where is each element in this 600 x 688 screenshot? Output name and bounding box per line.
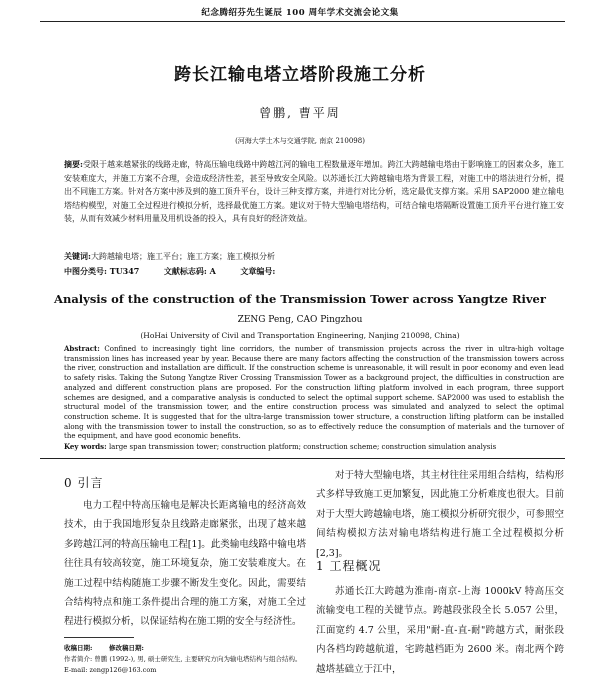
authors-cn: 曾鹏, 曹平周 (259, 106, 341, 120)
footnote (64, 643, 304, 676)
keywords-cn-label: 关键词: (64, 251, 91, 261)
keywords-cn-text: 大跨越输电塔；施工平台；施工方案；施工模拟分析 (90, 252, 275, 261)
keywords-en-label: Key words: (64, 442, 107, 451)
revised-date-label: 修改稿日期: (108, 644, 144, 652)
abstract-en-label: Abstract: (64, 344, 100, 353)
section-intro-heading: 0 引言 (64, 476, 104, 490)
overview-paragraph-1: 苏通长江大跨越为淮南-南京-上海 1000kV 特高压交流输变电工程的关键节点。跨越段张段全长 5.057 公里，江面宽约 4.7 公里，采用"耐-直-直-耐"跨越方式，耐张段内各档均跨越航道，宅跨越档距为 2600 米。南北两个跨越塔基础立于江中， (316, 586, 564, 675)
paper-title-en: Analysis of the construction of the Transmission Tower across Yangtze River (54, 292, 546, 306)
abstract-cn-text: 受限于越来越紧张的线路走廊，特高压输电线路中跨越江河的输电工程数量逐年增加。跨江大跨越输电塔由于影响施工的因素众多，施工安装难度大，并施工方案不合理，会造成经济性差，甚至导致安全风险。以苏通长江大跨越输电塔为背景工程，对施工中的塔法进行分析，提出不同施工方案。针对各方案中涉及到的施工顶升平台，设计三种支撑方案，并进行对比分析，选定最优支撑方案。采用 SAP2000 建立输电塔结构模型，对施工全过程进行模拟分析，选择最优施工方案。建议对于特大型输电塔结构，可结合输电塔隔断设置施工顶升平台进行施工安装，从而有效减少材料用量及用机设备的投入，具有良好的经济效益。 (64, 160, 565, 223)
abstract-rule (40, 458, 565, 459)
author-info: 作者简介: 曾鹏 (1992-), 男, 硕士研究生, 主要研究方向为输电塔结构与组合结构。E-mail: zengp126@163.com (64, 655, 302, 674)
keywords-en-text: large span transmission tower; construction platform; construction scheme; construction simulation analysis (108, 443, 497, 451)
running-header: 纪念腾绍芬先生诞辰 100 周年学术交流会论文集 (201, 8, 399, 18)
abstract-en-text: Confined to increasingly tight line corridors, the number of transmission projects across the river in ultra-high voltage transmission lines has increased year by year. Because there are many factors affecting the construction of the transmission towers across the river, construction and installation are difficult. If the construction scheme is unreasonable, it will result in poor economy and even lead to safety risks. Taking the Sutong Yangtze River Crossing Transmission Tower as a background project, the difficulties in construction are analyzed and different construction plans are proposed. For the construction lifting platform involved in each program, three support schemes are designed, and a comparative analysis is conducted to select the optimal support scheme. SAP2000 was used to establish the structural model of the transmission tower, and the entire construction process was simulated and analyzed to select the optimal construction scheme. It is suggested that for the ultra-large transmission tower structure, a construction lifting platform can be installed along with the transmission tower to install the construction, so as to effectively reduce the consumption of materials and the turnover of the equipment, and have good economic benefits. (64, 345, 564, 441)
document-code: 文献标志码: A (163, 266, 216, 276)
classification-line (64, 266, 564, 277)
abstract-cn (64, 158, 564, 226)
affiliation-cn: (河海大学土木与交通学院, 南京 210098) (235, 137, 365, 145)
authors-en: ZENG Peng, CAO Pingzhou (237, 315, 363, 325)
affiliation-en: (HoHai University of Civil and Transportation Engineering, Nanjing 210098, China) (140, 331, 460, 340)
article-number: 文章编号: (240, 266, 276, 276)
classification-number: 中图分类号: TU347 (64, 266, 140, 276)
abstract-cn-label: 摘要: (64, 159, 83, 169)
abstract-en (64, 344, 564, 442)
header-rule (40, 21, 565, 22)
intro-paragraph-1: 电力工程中特高压输电是解决长距离输电的经济高效技术，由于我国地形复杂且线路走廊紧张，出现了越来越多跨越江河的特高压输电工程[1]。此类输电线路中输电塔往往具有较高较宽，施工环境复杂，施工安装难度大。在施工过程中结构随施工步骤不断发生变化。因此，需要结合结构特点和施工条件提出合理的施工方案，对施工全过程进行模拟分析，以保证结构在施工期的安全与经济性。 (64, 500, 306, 628)
section-overview-heading: 1 工程概况 (316, 559, 382, 573)
keywords-en (64, 442, 564, 451)
intro-paragraph-2: 对于特大型输电塔，其主材往往采用组合结构，结构形式多样导致施工更加繁复，因此施工分析难度也很大。目前对于大型大跨越输电塔，施工模拟分析研究很少，可参照空间结构模拟方法对输电塔结构进行施工全过程模拟分析[2,3]。 (316, 470, 564, 559)
paper-title-cn: 跨长江输电塔立塔阶段施工分析 (174, 65, 426, 85)
received-date-label: 收稿日期: (64, 644, 93, 652)
keywords-cn (64, 251, 564, 262)
footnote-rule (64, 637, 134, 638)
